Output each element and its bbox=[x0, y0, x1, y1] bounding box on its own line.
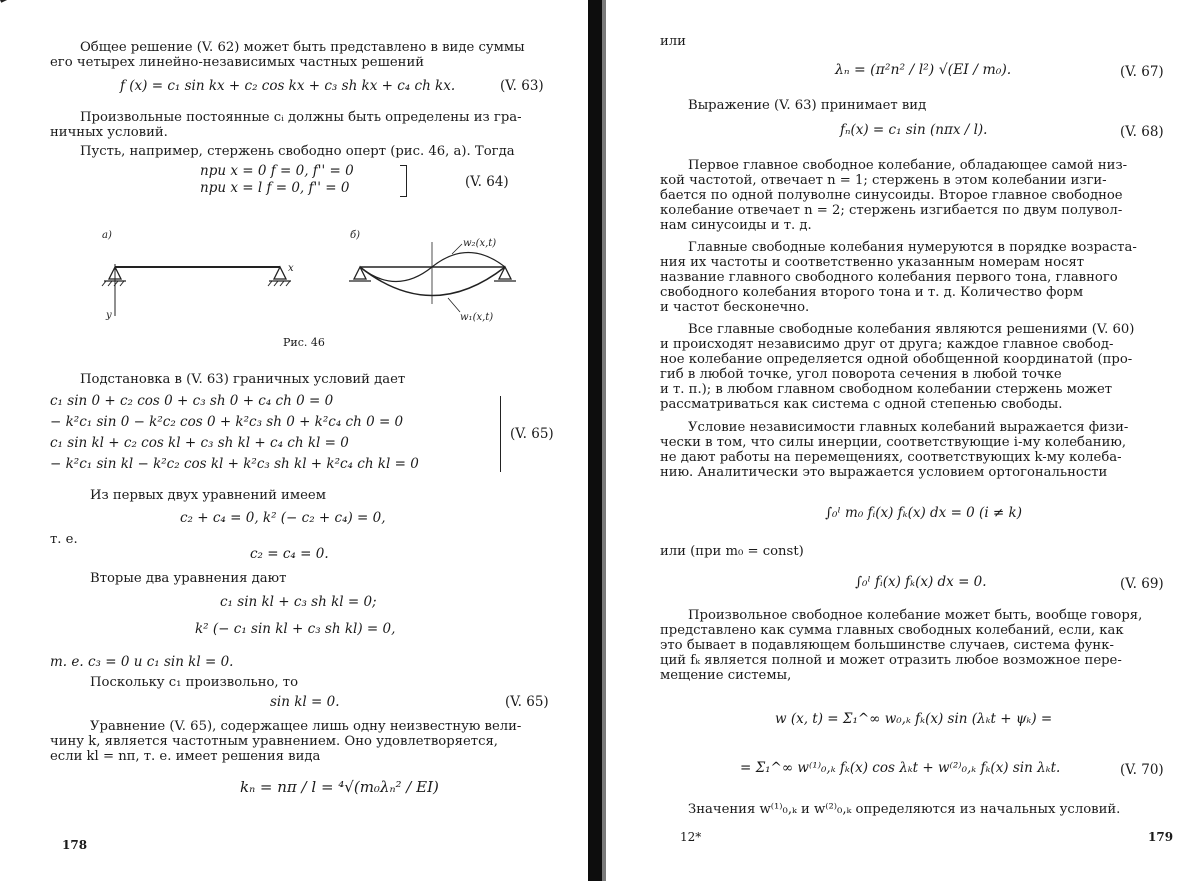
boundary-condition-2: при x = l f = 0, f'' = 0 bbox=[200, 180, 350, 196]
equation-v70-line2: = Σ₁^∞ w⁽¹⁾₀,ₖ fₖ(x) cos λₖt + w⁽²⁾₀,ₖ fₖ(x) sin λₖt. bbox=[740, 760, 1061, 776]
right-para4-line3: ное колебание определяется одной обобщенной координатой (про- bbox=[660, 352, 1133, 367]
left-para7: Поскольку c₁ произвольно, то bbox=[90, 675, 299, 690]
right-para4-line1: Все главные свободные колебания являются решениями (V. 60) bbox=[688, 322, 1135, 337]
left-page bbox=[0, 0, 590, 881]
axis-label-x: x bbox=[288, 263, 294, 274]
equation-v65b-number: (V. 65) bbox=[505, 694, 549, 710]
left-para1-line1: Общее решение (V. 62) может быть представлено в виде суммы bbox=[80, 40, 525, 55]
right-para2-line1: Первое главное свободное колебание, обладающее самой низ- bbox=[688, 158, 1128, 173]
right-para6-line1: Произвольное свободное колебание может быть, вообще говоря, bbox=[688, 608, 1143, 623]
right-para4-line5: и т. п.); в любом главном свободном колебании стержень может bbox=[660, 382, 1113, 397]
left-para2-line2: ничных условий. bbox=[50, 125, 168, 140]
right-para5-line2: чески в том, что силы инерции, соответствующие i-му колебанию, bbox=[660, 435, 1127, 450]
te-label-1: т. е. bbox=[50, 532, 78, 547]
system-eq-3: c₁ sin kl + c₂ cos kl + c₃ sh kl + c₄ ch kl = 0 bbox=[50, 435, 349, 451]
equation-v69-number: (V. 69) bbox=[1120, 576, 1164, 592]
figure-46-caption: Рис. 46 bbox=[283, 336, 325, 349]
equation-c2-eq-c4: c₂ = c₄ = 0. bbox=[250, 546, 329, 562]
axis-label-y: y bbox=[106, 310, 112, 321]
label-w1: w₁(x,t) bbox=[460, 312, 494, 323]
ili-label: или bbox=[660, 34, 686, 49]
left-page-number: 178 bbox=[62, 838, 88, 852]
left-para5: Из первых двух уравнений имеем bbox=[90, 488, 326, 503]
right-para5-line1: Условие независимости главных колебаний выражается физи- bbox=[688, 420, 1129, 435]
equation-sin-sh: c₁ sin kl + c₃ sh kl = 0; bbox=[220, 594, 377, 610]
figure-label-b: б) bbox=[350, 230, 361, 241]
right-para6-line2: представлено как сумма главных свободных колебаний, если, как bbox=[660, 623, 1124, 638]
equation-k2-sin-sh: k² (− c₁ sin kl + c₃ sh kl) = 0, bbox=[195, 621, 396, 637]
right-para1: Выражение (V. 63) принимает вид bbox=[688, 98, 927, 113]
left-para8-line1: Уравнение (V. 65), содержащее лишь одну неизвестную вели- bbox=[90, 719, 522, 734]
equation-v68: fₙ(x) = c₁ sin (nπx / l). bbox=[840, 122, 988, 138]
right-page-number: 179 bbox=[1148, 830, 1174, 844]
equation-v64-number: (V. 64) bbox=[465, 174, 509, 190]
left-para8-line3: если kl = nπ, т. е. имеет решения вида bbox=[50, 749, 321, 764]
right-para7: Значения w⁽¹⁾₀,ₖ и w⁽²⁾₀,ₖ определяются из начальных условий. bbox=[688, 802, 1121, 817]
equation-sin-kl: sin kl = 0. bbox=[270, 694, 340, 710]
ili-const-label: или (при m₀ = const) bbox=[660, 544, 804, 559]
equation-c2-c4: c₂ + c₄ = 0, k² (− c₂ + c₄) = 0, bbox=[180, 510, 386, 526]
right-para5-line4: нию. Аналитически это выражается условием ортогональности bbox=[660, 465, 1108, 480]
equation-orthogonality: ∫₀ˡ m₀ fᵢ(x) fₖ(x) dx = 0 (i ≠ k) bbox=[825, 505, 1022, 521]
left-para3: Пусть, например, стержень свободно оперт (рис. 46, а). Тогда bbox=[80, 144, 515, 159]
left-para1-line2: его четырех линейно-независимых частных решений bbox=[50, 55, 425, 70]
te-label-2: т. е. c₃ = 0 и c₁ sin kl = 0. bbox=[50, 654, 234, 670]
equation-v63: f (x) = c₁ sin kx + c₂ cos kx + c₃ sh kx + c₄ ch kx. bbox=[120, 78, 456, 94]
left-para8-line2: чину k, является частотным уравнением. Оно удовлетворяется, bbox=[50, 734, 498, 749]
equation-v67: λₙ = (π²n² / l²) √(EI / m₀). bbox=[835, 62, 1012, 78]
conditions-brace bbox=[400, 165, 407, 197]
right-para5-line3: не дают работы на перемещениях, соответствующих k-му колеба- bbox=[660, 450, 1122, 465]
equation-v67-number: (V. 67) bbox=[1120, 64, 1164, 80]
right-para3-line3: название главного свободного колебания первого тона, главного bbox=[660, 270, 1118, 285]
equation-v68-number: (V. 68) bbox=[1120, 124, 1164, 140]
equation-v69: ∫₀ˡ fᵢ(x) fₖ(x) dx = 0. bbox=[855, 574, 987, 590]
signature-mark: 12* bbox=[680, 830, 702, 844]
right-para2-line2: кой частотой, отвечает n = 1; стержень в этом колебании изги- bbox=[660, 173, 1107, 188]
figure-46 bbox=[60, 224, 560, 334]
equation-v70-number: (V. 70) bbox=[1120, 762, 1164, 778]
equation-kn: kₙ = nπ / l = ⁴√(m₀λₙ² / EI) bbox=[240, 778, 439, 796]
right-para6-line4: ций fₖ является полной и может отразить любое возможное пере- bbox=[660, 653, 1122, 668]
right-para6-line3: это бывает в подавляющем большинстве случаев, система функ- bbox=[660, 638, 1114, 653]
right-para3-line4: свободного колебания второго тона и т. д. Количество форм bbox=[660, 285, 1084, 300]
right-para2-line3: бается по одной полуволне синусоиды. Второе главное свободное bbox=[660, 188, 1123, 203]
system-eq-1: c₁ sin 0 + c₂ cos 0 + c₃ sh 0 + c₄ ch 0 = 0 bbox=[50, 393, 334, 409]
right-para4-line6: рассматриваться как система с одной степенью свободы. bbox=[660, 397, 1063, 412]
right-para2-line5: нам синусоиды и т. д. bbox=[660, 218, 812, 233]
right-page bbox=[600, 0, 1200, 881]
right-para3-line2: ния их частоты и соответственно указанным номерам носят bbox=[660, 255, 1085, 270]
right-para2-line4: колебание отвечает n = 2; стержень изгибается по двум полувол- bbox=[660, 203, 1123, 218]
equation-v70-line1: w (x, t) = Σ₁^∞ w₀,ₖ fₖ(x) sin (λₖt + ψₖ) = bbox=[775, 711, 1053, 727]
boundary-condition-1: при x = 0 f = 0, f'' = 0 bbox=[200, 163, 354, 179]
label-w2: w₂(x,t) bbox=[463, 238, 497, 249]
scan-corner-mark bbox=[0, 0, 19, 3]
right-para3-line5: и частот бесконечно. bbox=[660, 300, 810, 315]
left-para6: Вторые два уравнения дают bbox=[90, 571, 287, 586]
right-para4-line4: гиб в любой точке, угол поворота сечения в любой точке bbox=[660, 367, 1062, 382]
right-para4-line2: и происходят независимо друг от друга; каждое главное свобод- bbox=[660, 337, 1114, 352]
system-brace bbox=[500, 396, 501, 472]
left-para4: Подстановка в (V. 63) граничных условий дает bbox=[80, 372, 406, 387]
equation-v63-number: (V. 63) bbox=[500, 78, 544, 94]
right-para6-line5: мещение системы, bbox=[660, 668, 792, 683]
system-eq-2: − k²c₁ sin 0 − k²c₂ cos 0 + k²c₃ sh 0 + k²c₄ ch 0 = 0 bbox=[50, 414, 404, 430]
pin-support-right-icon bbox=[274, 267, 286, 279]
left-para2-line1: Произвольные постоянные cᵢ должны быть определены из гра- bbox=[80, 110, 522, 125]
figure-label-a: а) bbox=[102, 230, 112, 241]
mode-shape-1 bbox=[360, 267, 505, 296]
system-eq-4: − k²c₁ sin kl − k²c₂ cos kl + k²c₃ sh kl + k²c₄ ch kl = 0 bbox=[50, 456, 419, 472]
equation-v65-number: (V. 65) bbox=[510, 426, 554, 442]
right-para3-line1: Главные свободные колебания нумеруются в порядке возраста- bbox=[688, 240, 1137, 255]
